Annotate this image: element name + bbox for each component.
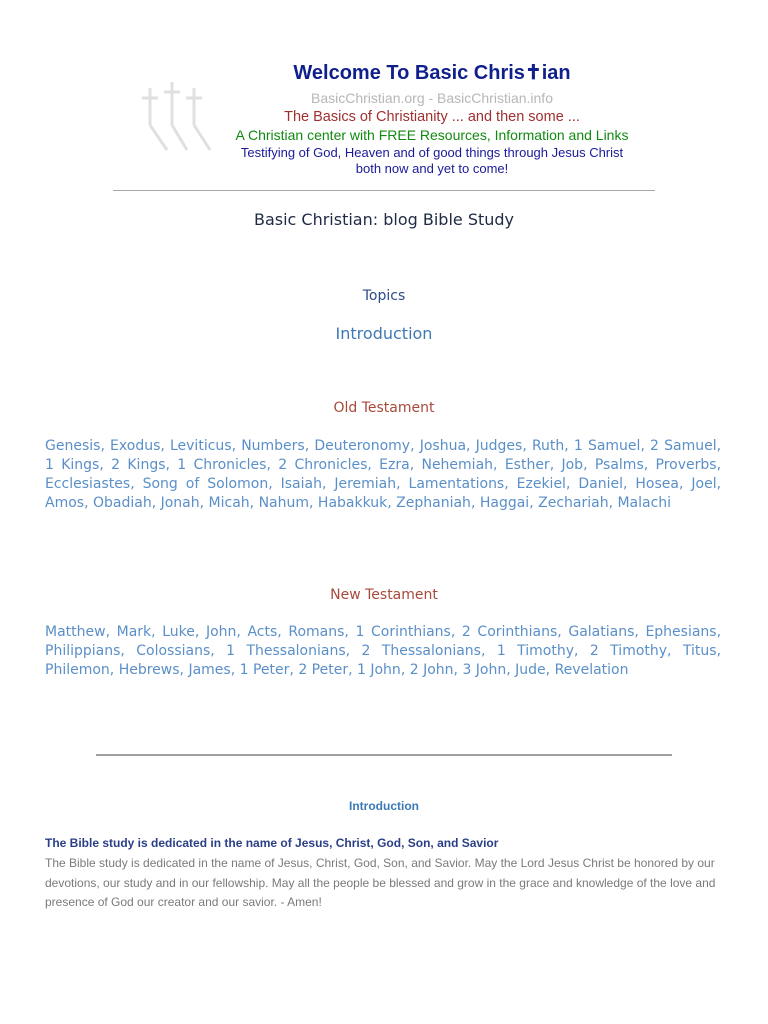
old-testament-book-link[interactable]: Nehemiah: [421, 457, 494, 473]
dedication-title: The Bible study is dedicated in the name of Jesus, Christ, God, Son, and Savior: [45, 836, 499, 850]
site-header: [0, 0, 768, 190]
old-testament-book-link[interactable]: 2 Kings: [111, 457, 166, 473]
old-testament-book-link[interactable]: 1 Samuel: [573, 438, 641, 454]
old-testament-book-link[interactable]: 2 Samuel: [650, 438, 717, 454]
introduction-link[interactable]: Introduction: [335, 324, 433, 343]
old-testament-book-link[interactable]: Esther: [504, 457, 550, 473]
new-testament-book-link[interactable]: 1 Thessalonians: [226, 643, 346, 659]
old-testament-book-link[interactable]: Jonah: [160, 495, 200, 511]
old-testament-book-link[interactable]: Ezekiel: [516, 476, 566, 492]
old-testament-book-link[interactable]: Joshua: [419, 438, 467, 454]
site-tagline: The Basics of Christianity ... and then some ...: [284, 109, 580, 125]
old-testament-book-link[interactable]: Isaiah: [280, 476, 322, 492]
new-testament-book-link[interactable]: Luke: [162, 624, 195, 640]
new-testament-book-link[interactable]: Mark: [116, 624, 152, 640]
cross-icon: ✝: [524, 62, 542, 84]
old-testament-book-list: Genesis, Exodus, Leviticus, Numbers, Deuteronomy, Joshua, Judges, Ruth, 1 Samuel, 2 Samuel, 1 Kings, 2 Kings, 1 Chronicles, 2 Chronicles, Ezra, Nehemiah, Esther, Job, Psalms, Proverbs, Ecclesiastes, Song of Solomon, Isaiah, Jeremiah, Lamentations, Ezekiel, Daniel, Hosea, Joel, Amos, Obadiah, Jonah, Micah, Nahum, Habakkuk, Zephaniah, Haggai, Zechariah, Malachi: [45, 438, 722, 511]
site-testimony: [0, 145, 768, 177]
new-testament-book-link[interactable]: John: [205, 624, 237, 640]
old-testament-book-link[interactable]: Deuteronomy: [314, 438, 411, 454]
new-testament-book-link[interactable]: 2 Corinthians: [461, 624, 558, 640]
new-testament-book-link[interactable]: 1 Corinthians: [355, 624, 451, 640]
new-testament-book-link[interactable]: 2 Peter: [298, 662, 349, 678]
topics-label: Topics: [362, 288, 406, 304]
new-testament-book-link[interactable]: 1 Timothy: [496, 643, 575, 659]
new-testament-book-link[interactable]: 2 Timothy: [589, 643, 668, 659]
new-testament-book-link[interactable]: Revelation: [554, 662, 629, 678]
new-testament-book-link[interactable]: Galatians: [568, 624, 635, 640]
new-testament-book-link[interactable]: Philippians: [45, 643, 121, 659]
old-testament-book-link[interactable]: 1 Chronicles: [177, 457, 267, 473]
new-testament-book-link[interactable]: Matthew: [45, 624, 106, 640]
new-testament-book-link[interactable]: Jude: [515, 662, 546, 678]
old-testament-book-link[interactable]: 1 Kings: [45, 457, 100, 473]
old-testament-book-link[interactable]: Ruth: [531, 438, 565, 454]
site-subtitle: A Christian center with FREE Resources, Information and Links: [235, 127, 629, 143]
old-testament-book-link[interactable]: Habakkuk: [317, 495, 388, 511]
new-testament-book-link[interactable]: 1 John: [357, 662, 401, 678]
old-testament-book-link[interactable]: Joel: [691, 476, 717, 492]
new-testament-book-link[interactable]: 2 Thessalonians: [361, 643, 481, 659]
old-testament-book-link[interactable]: Zephaniah: [396, 495, 471, 511]
testimony-line-1: Testifying of God, Heaven and of good things through Jesus Christ: [240, 145, 624, 160]
old-testament-book-link[interactable]: Hosea: [635, 476, 679, 492]
new-testament-book-link[interactable]: 2 John: [409, 662, 454, 678]
old-testament-book-link[interactable]: Haggai: [479, 495, 530, 511]
old-testament-book-link[interactable]: Job: [561, 457, 584, 473]
old-testament-book-link[interactable]: 2 Chronicles: [278, 457, 368, 473]
old-testament-book-link[interactable]: Psalms: [594, 457, 644, 473]
new-testament-book-link[interactable]: 3 John: [462, 662, 507, 678]
old-testament-book-link[interactable]: Ezra: [379, 457, 410, 473]
old-testament-book-link[interactable]: Zechariah: [538, 495, 609, 511]
old-testament-book-link[interactable]: Numbers: [241, 438, 305, 454]
introduction-section-heading: Introduction: [349, 799, 419, 813]
header-divider: [113, 190, 655, 191]
site-domains[interactable]: BasicChristian.org - BasicChristian.info: [311, 90, 553, 106]
old-testament-book-link[interactable]: Obadiah: [92, 495, 152, 511]
new-testament-book-link[interactable]: Hebrews: [118, 662, 180, 678]
old-testament-book-link[interactable]: Malachi: [617, 495, 672, 511]
old-testament-book-link[interactable]: Nahum: [258, 495, 310, 511]
old-testament-book-link[interactable]: Jeremiah: [334, 476, 397, 492]
old-testament-book-link[interactable]: Lamentations: [408, 476, 505, 492]
content-divider: [96, 754, 672, 756]
page-title: Basic Christian: blog Bible Study: [253, 210, 515, 229]
dedication-body: The Bible study is dedicated in the name of Jesus, Christ, God, Son, and Savior. May the Lord Jesus Christ be honored by our devotions, our study and in our fellowship. May all the people be blessed and grow in the grace and knowledge of the love and presence of God our creator and our savior. - Amen!: [45, 856, 716, 909]
new-testament-book-link[interactable]: Ephesians: [645, 624, 717, 640]
new-testament-book-link[interactable]: 1 Peter: [239, 662, 290, 678]
old-testament-book-link[interactable]: Song of Solomon: [142, 476, 269, 492]
old-testament-book-link[interactable]: Judges: [475, 438, 523, 454]
new-testament-book-link[interactable]: Romans: [288, 624, 345, 640]
old-testament-book-link[interactable]: Micah: [208, 495, 250, 511]
new-testament-book-list: Matthew, Mark, Luke, John, Acts, Romans, 1 Corinthians, 2 Corinthians, Galatians, Ephesians, Philippians, Colossians, 1 Thessalonians, 2 Thessalonians, 1 Timothy, 2 Timothy, Titus, Philemon, Hebrews, James, 1 Peter, 2 Peter, 1 John, 2 John, 3 John, Jude, Revelation: [45, 624, 722, 678]
testimony-line-2: both now and yet to come!: [355, 161, 509, 176]
old-testament-book-link[interactable]: Amos: [45, 495, 85, 511]
old-testament-book-link[interactable]: Genesis: [45, 438, 101, 454]
old-testament-heading: Old Testament: [333, 400, 435, 416]
new-testament-book-link[interactable]: Philemon: [45, 662, 110, 678]
old-testament-book-link[interactable]: Proverbs: [655, 457, 717, 473]
site-title: Welcome To Basic Chris✝ian: [293, 62, 571, 84]
old-testament-book-link[interactable]: Leviticus: [169, 438, 232, 454]
new-testament-book-link[interactable]: Acts: [247, 624, 278, 640]
new-testament-book-link[interactable]: Titus: [682, 643, 717, 659]
new-testament-heading: New Testament: [330, 587, 438, 603]
old-testament-book-link[interactable]: Ecclesiastes: [45, 476, 131, 492]
new-testament-book-link[interactable]: Colossians: [136, 643, 211, 659]
old-testament-book-link[interactable]: Daniel: [578, 476, 623, 492]
old-testament-book-link[interactable]: Exodus: [110, 438, 161, 454]
new-testament-book-link[interactable]: James: [188, 662, 231, 678]
